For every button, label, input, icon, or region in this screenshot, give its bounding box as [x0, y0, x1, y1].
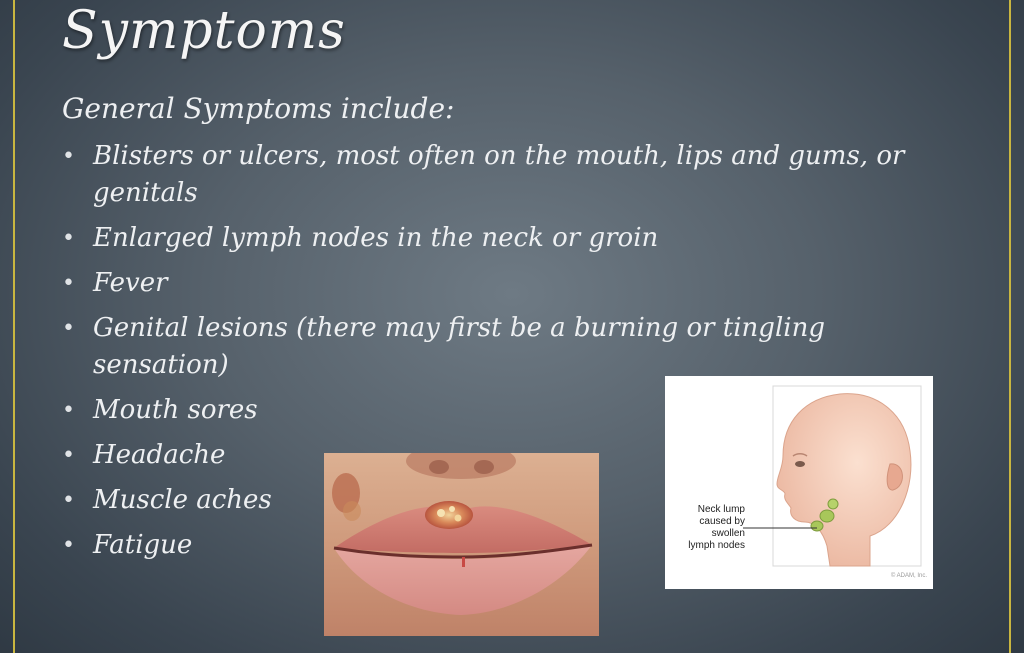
list-item-text: Genital lesions (there may first be a burning or tingling sensation): [93, 313, 825, 380]
list-item-text: Enlarged lymph nodes in the neck or groin: [93, 223, 659, 253]
bullet-icon: •: [62, 144, 75, 169]
list-item-text: Blisters or ulcers, most often on the mouth, lips and gums, or genitals: [93, 141, 905, 208]
bullet-icon: •: [62, 226, 75, 251]
neck-lump-illustration: [665, 376, 933, 589]
slide-title: Symptoms: [62, 1, 346, 61]
illustration-label-line: swollen: [711, 528, 745, 539]
bullet-icon: •: [62, 443, 75, 468]
list-item: [62, 138, 913, 212]
frame-left-line: [13, 0, 15, 653]
bullet-icon: •: [62, 398, 75, 423]
list-item-text: Fever: [93, 268, 168, 298]
list-item-text: Headache: [93, 440, 226, 470]
list-item-text: Fatigue: [93, 530, 193, 560]
bullet-icon: •: [62, 488, 75, 513]
list-item-text: Muscle aches: [93, 485, 272, 515]
list-item-text: Mouth sores: [93, 395, 258, 425]
bullet-icon: •: [62, 316, 75, 341]
list-item: [62, 310, 962, 384]
illustration-label-line: caused by: [699, 516, 745, 527]
cold-sore-lip-photo: [324, 453, 599, 636]
illustration-label: [673, 504, 745, 552]
slide-subtitle: General Symptoms include:: [62, 92, 455, 125]
bullet-icon: •: [62, 271, 75, 296]
frame-right-line: [1009, 0, 1011, 653]
illustration-label-line: lymph nodes: [688, 540, 745, 551]
child-head-drawing: [665, 376, 933, 589]
illustration-credit: © ADAM, Inc.: [890, 573, 927, 579]
list-item: [62, 220, 962, 257]
list-item: [62, 265, 962, 302]
lips-photo-drawing: [324, 453, 599, 636]
illustration-label-line: Neck lump: [697, 504, 745, 515]
bullet-icon: •: [62, 533, 75, 558]
